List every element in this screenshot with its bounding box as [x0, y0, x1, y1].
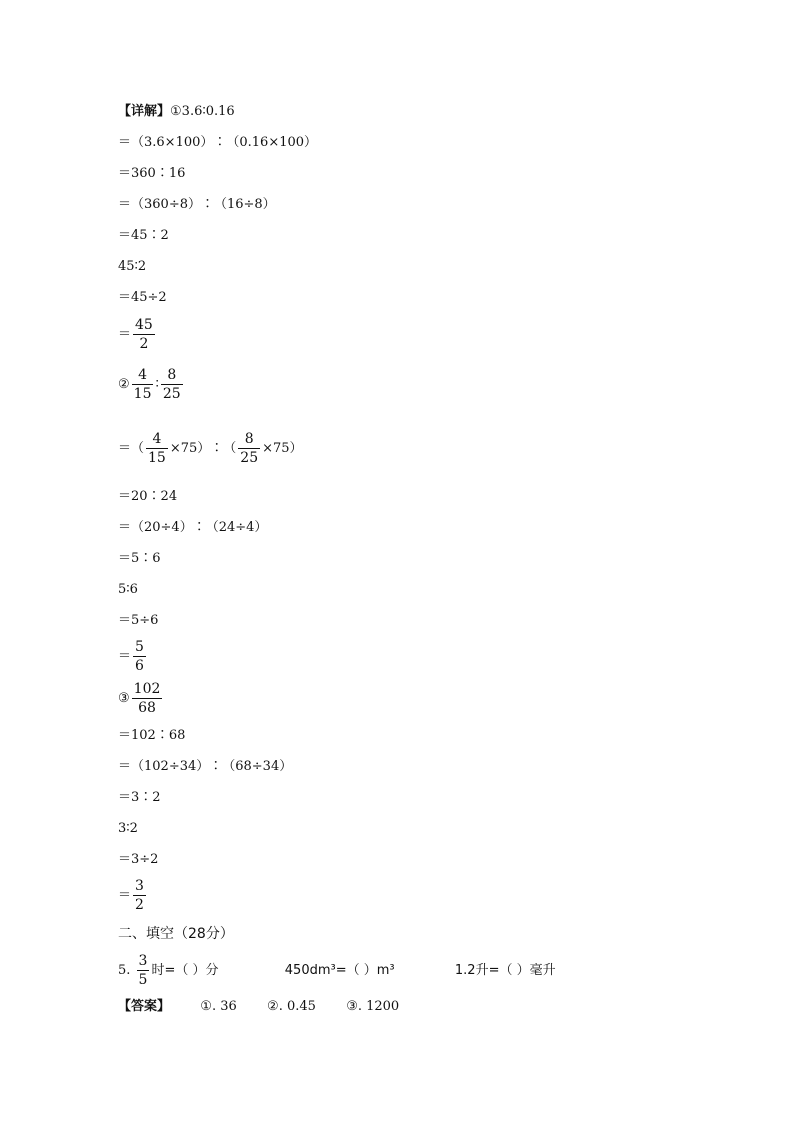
equals-sign: ＝: [118, 888, 132, 903]
line-11: ＝20∶24: [118, 489, 178, 504]
fraction-denominator: 15: [148, 450, 166, 466]
fraction-45-2: [133, 316, 155, 353]
equals-sign: ＝: [118, 649, 132, 664]
fraction-numerator: 102: [133, 681, 161, 697]
answer-2: ②. 0.45: [267, 999, 316, 1014]
line-19: ＝（102÷34）∶（68÷34）: [118, 759, 293, 774]
fraction-denominator: 25: [240, 450, 259, 466]
fraction-denominator: 68: [138, 700, 156, 716]
fraction-numerator: 4: [146, 430, 168, 449]
line-21: 3∶2: [118, 821, 138, 836]
fraction-denominator: 15: [133, 386, 152, 402]
fraction-5-6: [133, 638, 146, 675]
line-8: [118, 316, 157, 353]
detail-label: 【详解】: [118, 104, 171, 119]
fraction-denominator: 2: [135, 897, 144, 913]
line-13: ＝5∶6: [118, 551, 161, 566]
fraction-8-25: [161, 366, 183, 403]
line-22: ＝3÷2: [118, 852, 159, 867]
line-20: ＝3∶2: [118, 790, 161, 805]
ratio-colon: ∶: [155, 377, 159, 392]
section-title: 二、填空（28分）: [118, 926, 234, 942]
answer-label: 【答案】: [118, 999, 171, 1014]
fraction-3-5: [137, 952, 150, 989]
answer-3: ③. 1200: [346, 999, 400, 1014]
question-part-3: 1.2升=（ ）毫升: [454, 963, 556, 978]
expr-part-c: ×75）: [262, 441, 303, 456]
expr-part-a: ＝（: [118, 441, 145, 456]
expr-1: ①3.6∶0.16: [170, 104, 235, 119]
line-detail-heading: [118, 104, 235, 120]
question-part-1: 时=（ ）分: [151, 963, 219, 978]
fraction-numerator: 5: [135, 639, 144, 655]
fraction-3-2: [133, 877, 146, 914]
fraction-8-25: [238, 430, 260, 467]
line-17: [118, 680, 164, 717]
fraction-denominator: 2: [139, 336, 149, 352]
line-16: [118, 638, 148, 675]
circled-2: ②: [118, 377, 130, 392]
fraction-denominator: 6: [135, 658, 144, 674]
fraction-numerator: 45: [135, 317, 153, 333]
equals-sign: ＝: [118, 327, 132, 342]
fraction-numerator: 8: [161, 366, 183, 385]
question-5: [118, 952, 556, 989]
fraction-denominator: 5: [138, 972, 148, 988]
line-7: ＝45÷2: [118, 290, 167, 305]
answer-1: ①. 36: [200, 999, 237, 1014]
line-14: 5∶6: [118, 582, 138, 597]
fraction-numerator: 3: [138, 953, 148, 969]
answer-line: [118, 999, 399, 1015]
line-5: ＝45∶2: [118, 228, 169, 243]
fraction-numerator: 3: [135, 878, 144, 894]
fraction-denominator: 25: [162, 386, 181, 402]
line-3: ＝360∶16: [118, 166, 186, 181]
fraction-numerator: 4: [132, 366, 154, 385]
circled-3: ③: [118, 691, 130, 706]
question-part-2: 450dm³=（ ）m³: [284, 963, 395, 978]
line-18: ＝102∶68: [118, 728, 186, 743]
line-9: [118, 366, 185, 403]
fraction-4-15: [132, 366, 154, 403]
line-23: [118, 877, 148, 914]
line-4: ＝（360÷8）∶（16÷8）: [118, 197, 276, 212]
fraction-4-15: [146, 430, 168, 467]
line-6: 45∶2: [118, 259, 147, 274]
fraction-numerator: 8: [238, 430, 260, 449]
line-2: ＝（3.6×100）∶（0.16×100）: [118, 135, 318, 150]
line-10: [118, 430, 303, 467]
line-12: ＝（20÷4）∶（24÷4）: [118, 520, 268, 535]
question-number: 5.: [118, 963, 131, 978]
expr-part-b: ×75）∶（: [169, 441, 237, 456]
fraction-102-68: [132, 680, 163, 717]
line-15: ＝5÷6: [118, 613, 159, 628]
